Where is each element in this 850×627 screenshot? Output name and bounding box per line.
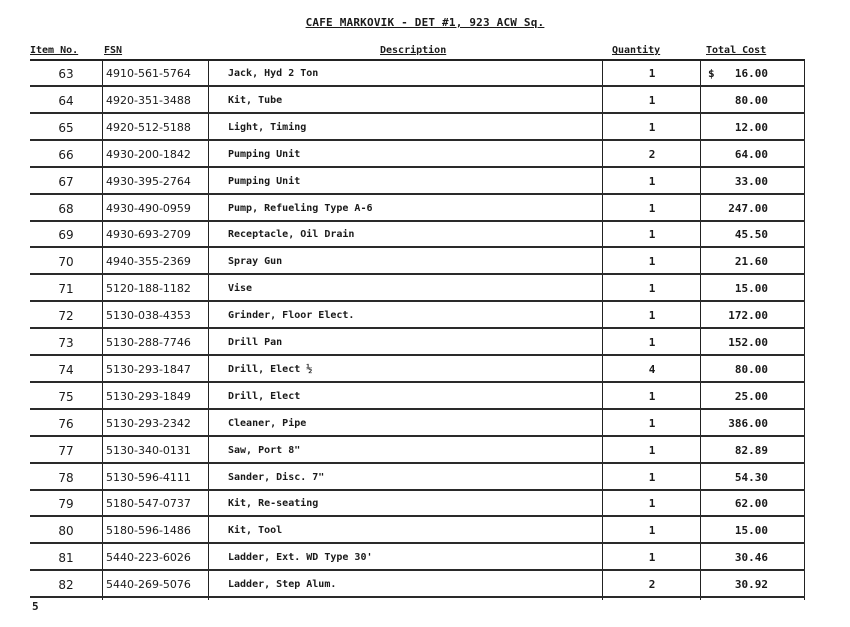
table-row <box>30 330 805 356</box>
fsn-cell: 5130-288-7746 <box>106 336 191 349</box>
description-cell: Kit, Tube <box>228 94 283 106</box>
fsn-cell: 4920-351-3488 <box>106 93 191 107</box>
cost-value: 80.00 <box>734 362 768 376</box>
item-number-cell: 73 <box>58 336 74 350</box>
description-cell: Sander, Disc. 7" <box>228 471 325 483</box>
fsn-cell: 5130-293-2342 <box>106 416 191 430</box>
fsn-cell: 5180-547-0737 <box>106 497 191 511</box>
total-cost-cell <box>702 249 802 273</box>
currency-symbol: $ <box>708 67 715 80</box>
cost-value: 80.00 <box>734 93 768 107</box>
fsn-cell: 5130-596-4111 <box>106 470 191 484</box>
total-cost-cell <box>702 196 802 220</box>
page-number: 5 <box>32 600 39 613</box>
document-title: CAFE MARKOVIK - DET #1, 923 ACW Sq. <box>305 16 545 29</box>
quantity-cell: 1 <box>648 255 656 269</box>
total-cost-cell <box>702 438 802 462</box>
quantity-cell: 1 <box>648 336 656 349</box>
description-cell: Pumping Unit <box>228 175 301 187</box>
fsn-cell: 5120-188-1182 <box>106 282 191 296</box>
cost-value: 33.00 <box>734 174 768 188</box>
quantity-cell: 1 <box>648 228 656 242</box>
quantity-cell: 1 <box>648 443 656 457</box>
total-cost-cell <box>702 169 802 193</box>
total-cost-cell <box>702 411 802 435</box>
description-cell: Drill Pan <box>228 337 283 348</box>
quantity-cell: 4 <box>648 362 656 376</box>
cost-value: 21.60 <box>734 255 768 269</box>
description-cell: Pump, Refueling Type A-6 <box>228 202 373 214</box>
description-cell: Grinder, Floor Elect. <box>228 310 355 322</box>
item-number-cell: 82 <box>58 578 74 593</box>
total-cost-cell <box>702 357 802 381</box>
table-row <box>30 276 805 302</box>
quantity-cell: 1 <box>648 551 656 565</box>
item-number-cell: 71 <box>58 282 74 297</box>
item-number-cell: 66 <box>58 147 74 162</box>
fsn-cell: 5130-038-4353 <box>106 309 191 323</box>
total-cost-cell <box>702 384 802 408</box>
quantity-cell: 1 <box>648 416 656 430</box>
table-row <box>30 465 805 491</box>
total-cost-cell <box>702 330 802 354</box>
description-cell: Drill, Elect <box>228 390 301 402</box>
header-fsn: FSN <box>104 45 123 56</box>
cost-value: 62.00 <box>734 497 768 511</box>
item-number-cell: 77 <box>58 443 74 458</box>
fsn-cell: 4920-512-5188 <box>106 120 191 134</box>
item-number-cell: 67 <box>58 174 74 189</box>
cost-value: 64.00 <box>734 147 768 161</box>
fsn-cell: 5440-223-6026 <box>106 551 191 565</box>
header-item-no: Item No. <box>30 45 79 56</box>
total-cost-cell <box>702 276 802 300</box>
total-cost-cell <box>702 465 802 489</box>
fsn-cell: 4930-490-0959 <box>106 201 191 215</box>
cost-value: 30.46 <box>734 551 768 565</box>
table-row <box>30 411 805 437</box>
cost-value: 247.00 <box>728 201 768 215</box>
quantity-cell: 2 <box>648 147 656 161</box>
table-row <box>30 438 805 464</box>
table-row <box>30 545 805 571</box>
item-number-cell: 64 <box>58 93 74 108</box>
total-cost-cell <box>702 142 802 166</box>
description-cell: Ladder, Ext. WD Type 30' <box>228 552 373 564</box>
fsn-cell: 5130-293-1847 <box>106 362 191 376</box>
table-row <box>30 303 805 329</box>
table-row <box>30 142 805 168</box>
table-row <box>30 357 805 383</box>
quantity-cell: 2 <box>648 578 656 592</box>
fsn-cell: 5130-340-0131 <box>106 443 191 457</box>
table-row <box>30 572 805 598</box>
item-number-cell: 65 <box>58 120 74 135</box>
quantity-cell: 1 <box>648 497 656 511</box>
quantity-cell: 1 <box>648 174 656 188</box>
table-row <box>30 61 805 87</box>
header-total-cost: Total Cost <box>706 45 767 56</box>
quantity-cell: 1 <box>648 389 656 403</box>
item-number-cell: 81 <box>58 551 74 566</box>
total-cost-cell <box>702 88 802 112</box>
fsn-cell: 4930-200-1842 <box>106 147 191 161</box>
description-cell: Drill, Elect ½ <box>228 363 313 375</box>
total-cost-cell <box>702 572 802 596</box>
total-cost-cell <box>702 545 802 569</box>
description-cell: Ladder, Step Alum. <box>228 579 337 591</box>
cost-value: 152.00 <box>728 336 768 349</box>
quantity-cell: 1 <box>648 93 656 107</box>
total-cost-cell <box>702 518 802 542</box>
table-row <box>30 491 805 517</box>
quantity-cell: 1 <box>648 309 656 323</box>
total-cost-cell <box>702 222 802 246</box>
description-cell: Saw, Port 8" <box>228 444 301 456</box>
table-row <box>30 169 805 195</box>
quantity-cell: 1 <box>648 201 656 215</box>
item-number-cell: 80 <box>58 524 74 539</box>
total-cost-cell <box>702 61 802 85</box>
item-number-cell: 68 <box>58 201 74 216</box>
cost-value: 82.89 <box>734 443 768 457</box>
table-row <box>30 249 805 275</box>
item-number-cell: 70 <box>58 255 74 270</box>
item-number-cell: 72 <box>58 309 74 324</box>
quantity-cell: 1 <box>648 470 656 484</box>
cost-value: 45.50 <box>734 228 768 242</box>
total-cost-cell <box>702 491 802 515</box>
description-cell: Light, Timing <box>228 121 307 133</box>
header-description: Description <box>380 45 447 56</box>
description-cell: Jack, Hyd 2 Ton <box>228 68 319 79</box>
cost-value: 54.30 <box>734 470 768 484</box>
table-row <box>30 222 805 248</box>
fsn-cell: 5130-293-1849 <box>106 389 191 403</box>
table-row <box>30 196 805 222</box>
quantity-cell: 1 <box>648 524 656 538</box>
description-cell: Spray Gun <box>228 256 283 268</box>
cost-value: 25.00 <box>734 389 768 403</box>
fsn-cell: 4940-355-2369 <box>106 255 191 269</box>
header-quantity: Quantity <box>612 45 661 56</box>
item-number-cell: 69 <box>58 228 74 243</box>
cost-value: 15.00 <box>734 524 768 538</box>
fsn-cell: 5440-269-5076 <box>106 578 191 592</box>
total-cost-cell <box>702 115 802 139</box>
item-number-cell: 63 <box>58 67 74 81</box>
item-number-cell: 79 <box>58 497 74 512</box>
total-cost-cell <box>702 303 802 327</box>
item-number-cell: 74 <box>58 362 74 377</box>
item-number-cell: 75 <box>58 389 74 404</box>
cost-value: 172.00 <box>728 309 768 323</box>
table-row <box>30 518 805 544</box>
cost-value: 16.00 <box>734 67 768 80</box>
description-cell: Kit, Tool <box>228 525 283 537</box>
description-cell: Vise <box>228 283 253 295</box>
description-cell: Pumping Unit <box>228 148 301 160</box>
cost-value: 15.00 <box>734 282 768 296</box>
fsn-cell: 4930-693-2709 <box>106 228 191 242</box>
cost-value: 30.92 <box>734 578 768 592</box>
description-cell: Receptacle, Oil Drain <box>228 229 355 241</box>
description-cell: Kit, Re-seating <box>228 498 319 510</box>
fsn-cell: 4930-395-2764 <box>106 174 191 188</box>
table-row <box>30 115 805 141</box>
quantity-cell: 1 <box>648 67 656 80</box>
quantity-cell: 1 <box>648 282 656 296</box>
item-number-cell: 76 <box>58 416 74 431</box>
quantity-cell: 1 <box>648 120 656 134</box>
table-row <box>30 88 805 114</box>
cost-value: 12.00 <box>734 120 768 134</box>
cost-value: 386.00 <box>728 416 768 430</box>
item-number-cell: 78 <box>58 470 74 485</box>
fsn-cell: 4910-561-5764 <box>106 67 191 80</box>
fsn-cell: 5180-596-1486 <box>106 524 191 538</box>
table-row <box>30 384 805 410</box>
description-cell: Cleaner, Pipe <box>228 417 307 429</box>
